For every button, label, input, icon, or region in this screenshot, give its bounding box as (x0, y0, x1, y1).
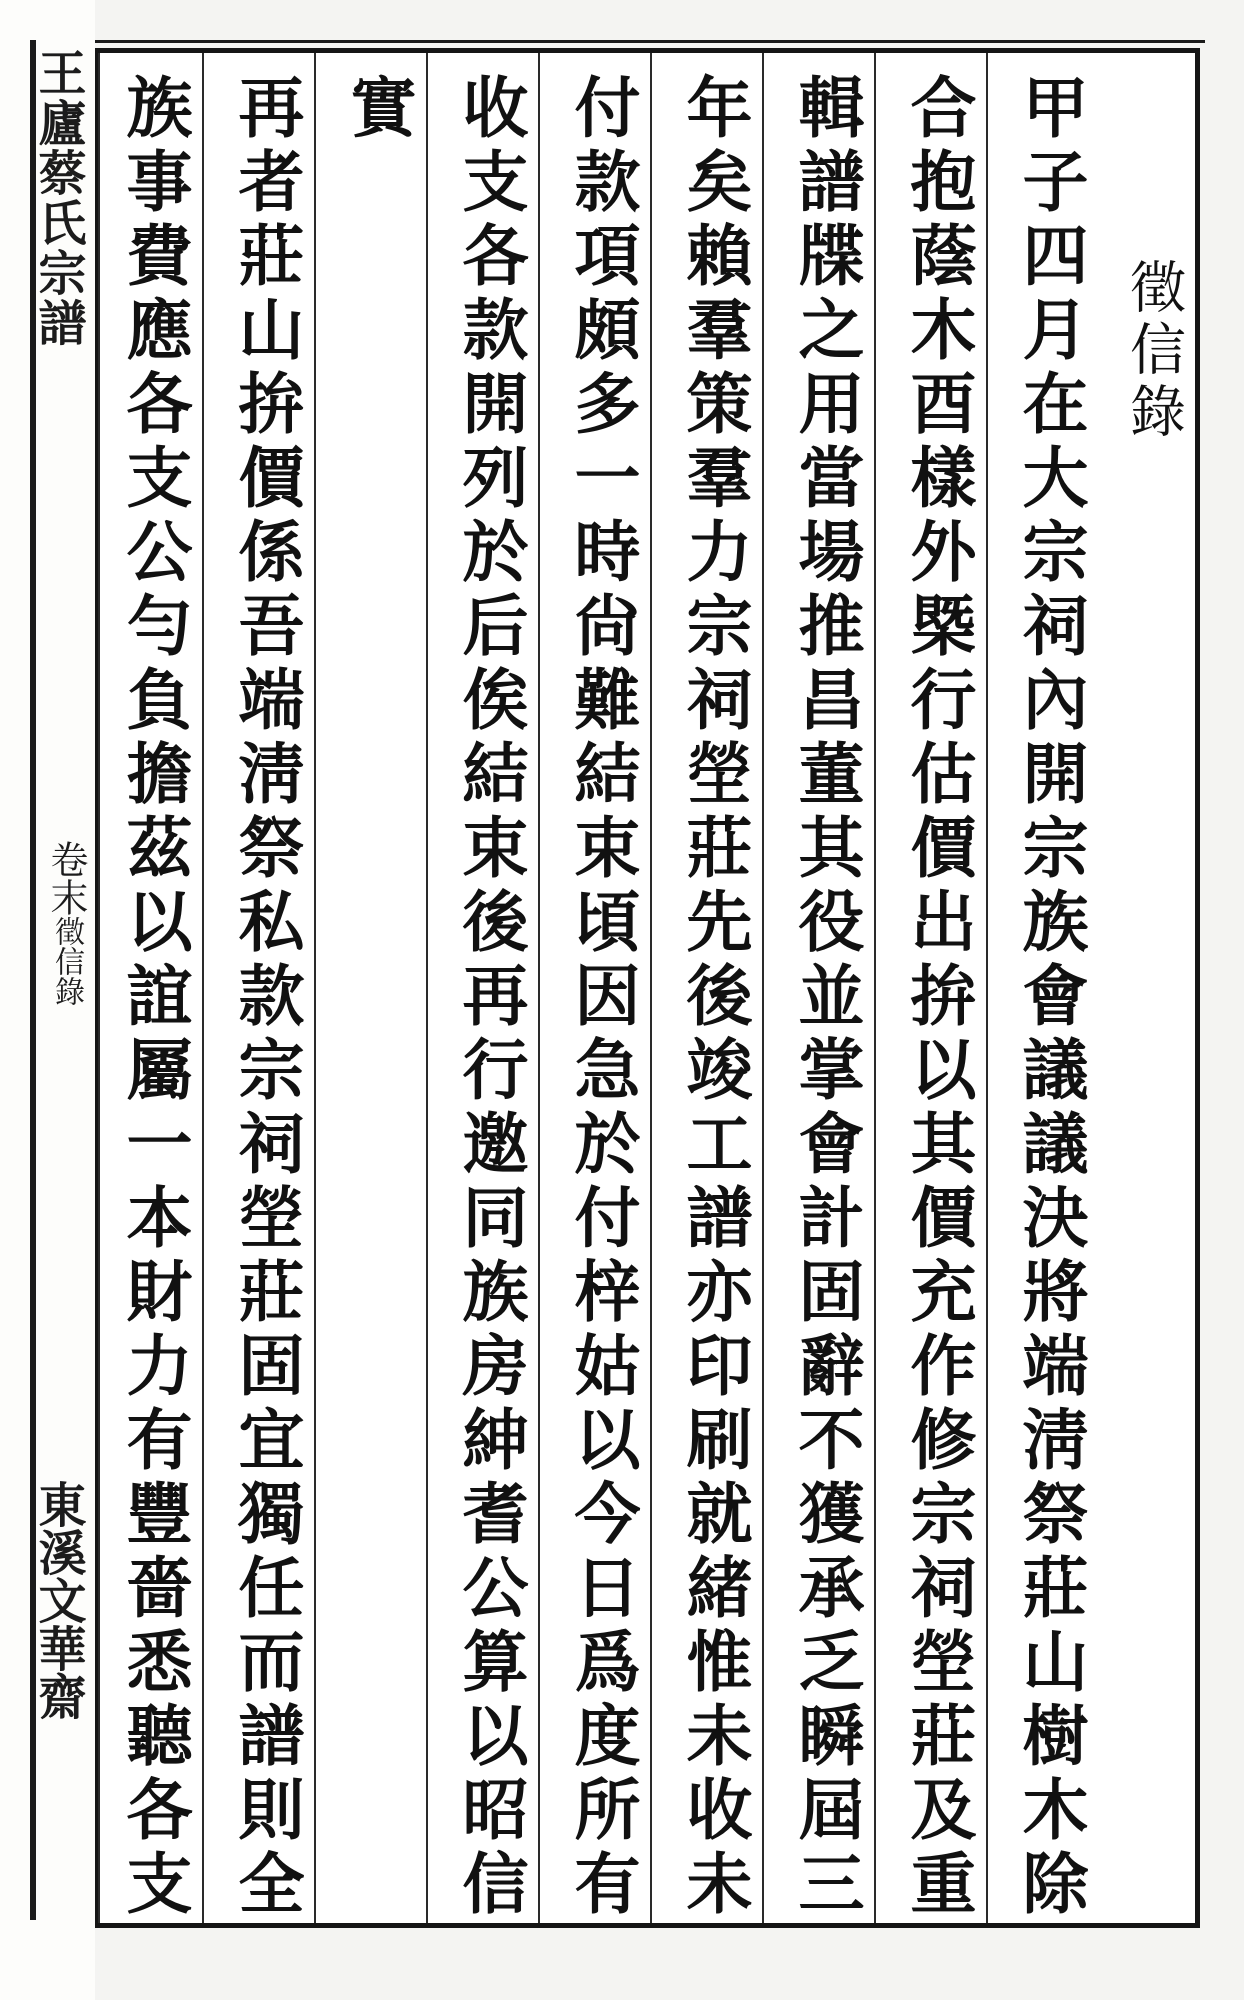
spine-volume-section (42, 840, 88, 1006)
spine-volume: 卷末 (44, 840, 88, 916)
spine-publisher: 東溪文華齋 (30, 1480, 86, 1720)
column-text: 實 (339, 73, 417, 147)
text-column-9 (98, 53, 202, 1923)
column-text: 輯譜牒之用當場推昌董其役並掌會計固辭不獲承乏瞬屆三 (787, 73, 865, 1923)
column-text: 收支各款開列於后俟結束後再行邀同族房紳耆公算以昭信 (451, 73, 529, 1923)
spine-section: 徵信錄 (49, 916, 84, 1006)
spine-book-title: 王廬蔡氏宗譜 (30, 48, 86, 348)
frame-top-rule (95, 40, 1205, 43)
column-text: 甲子四月在大宗祠內開宗族會議議決將端淸祭莊山樹木除 (1011, 73, 1089, 1923)
text-frame (95, 48, 1200, 1928)
text-column-8 (202, 53, 314, 1923)
text-column-7 (314, 53, 426, 1923)
text-column-1 (986, 53, 1098, 1923)
text-column-4 (650, 53, 762, 1923)
binding-gutter (0, 0, 95, 2000)
column-text: 族事費應各支公勻負擔茲以誼屬一本財力有豐嗇悉聽各支 (115, 73, 193, 1923)
column-text: 年矣賴羣策羣力宗祠塋莊先後竣工譜亦印刷就緒惟未收未 (675, 73, 753, 1923)
text-column-2 (874, 53, 986, 1923)
text-column-3 (762, 53, 874, 1923)
column-text: 再者莊山拚價係吾端淸祭私款宗祠塋莊固宜獨任而譜則全 (227, 73, 305, 1923)
column-text: 合抱蔭木酉樣外槩行估價出拚以其價充作修宗祠塋莊及重 (899, 73, 977, 1923)
column-text: 付款項頗多一時尙難結束頃因急於付梓姑以今日爲度所有 (563, 73, 641, 1923)
text-column-5 (538, 53, 650, 1923)
text-column-6 (426, 53, 538, 1923)
page-title: 徵信錄 (1121, 258, 1186, 444)
title-column (1098, 53, 1198, 1923)
